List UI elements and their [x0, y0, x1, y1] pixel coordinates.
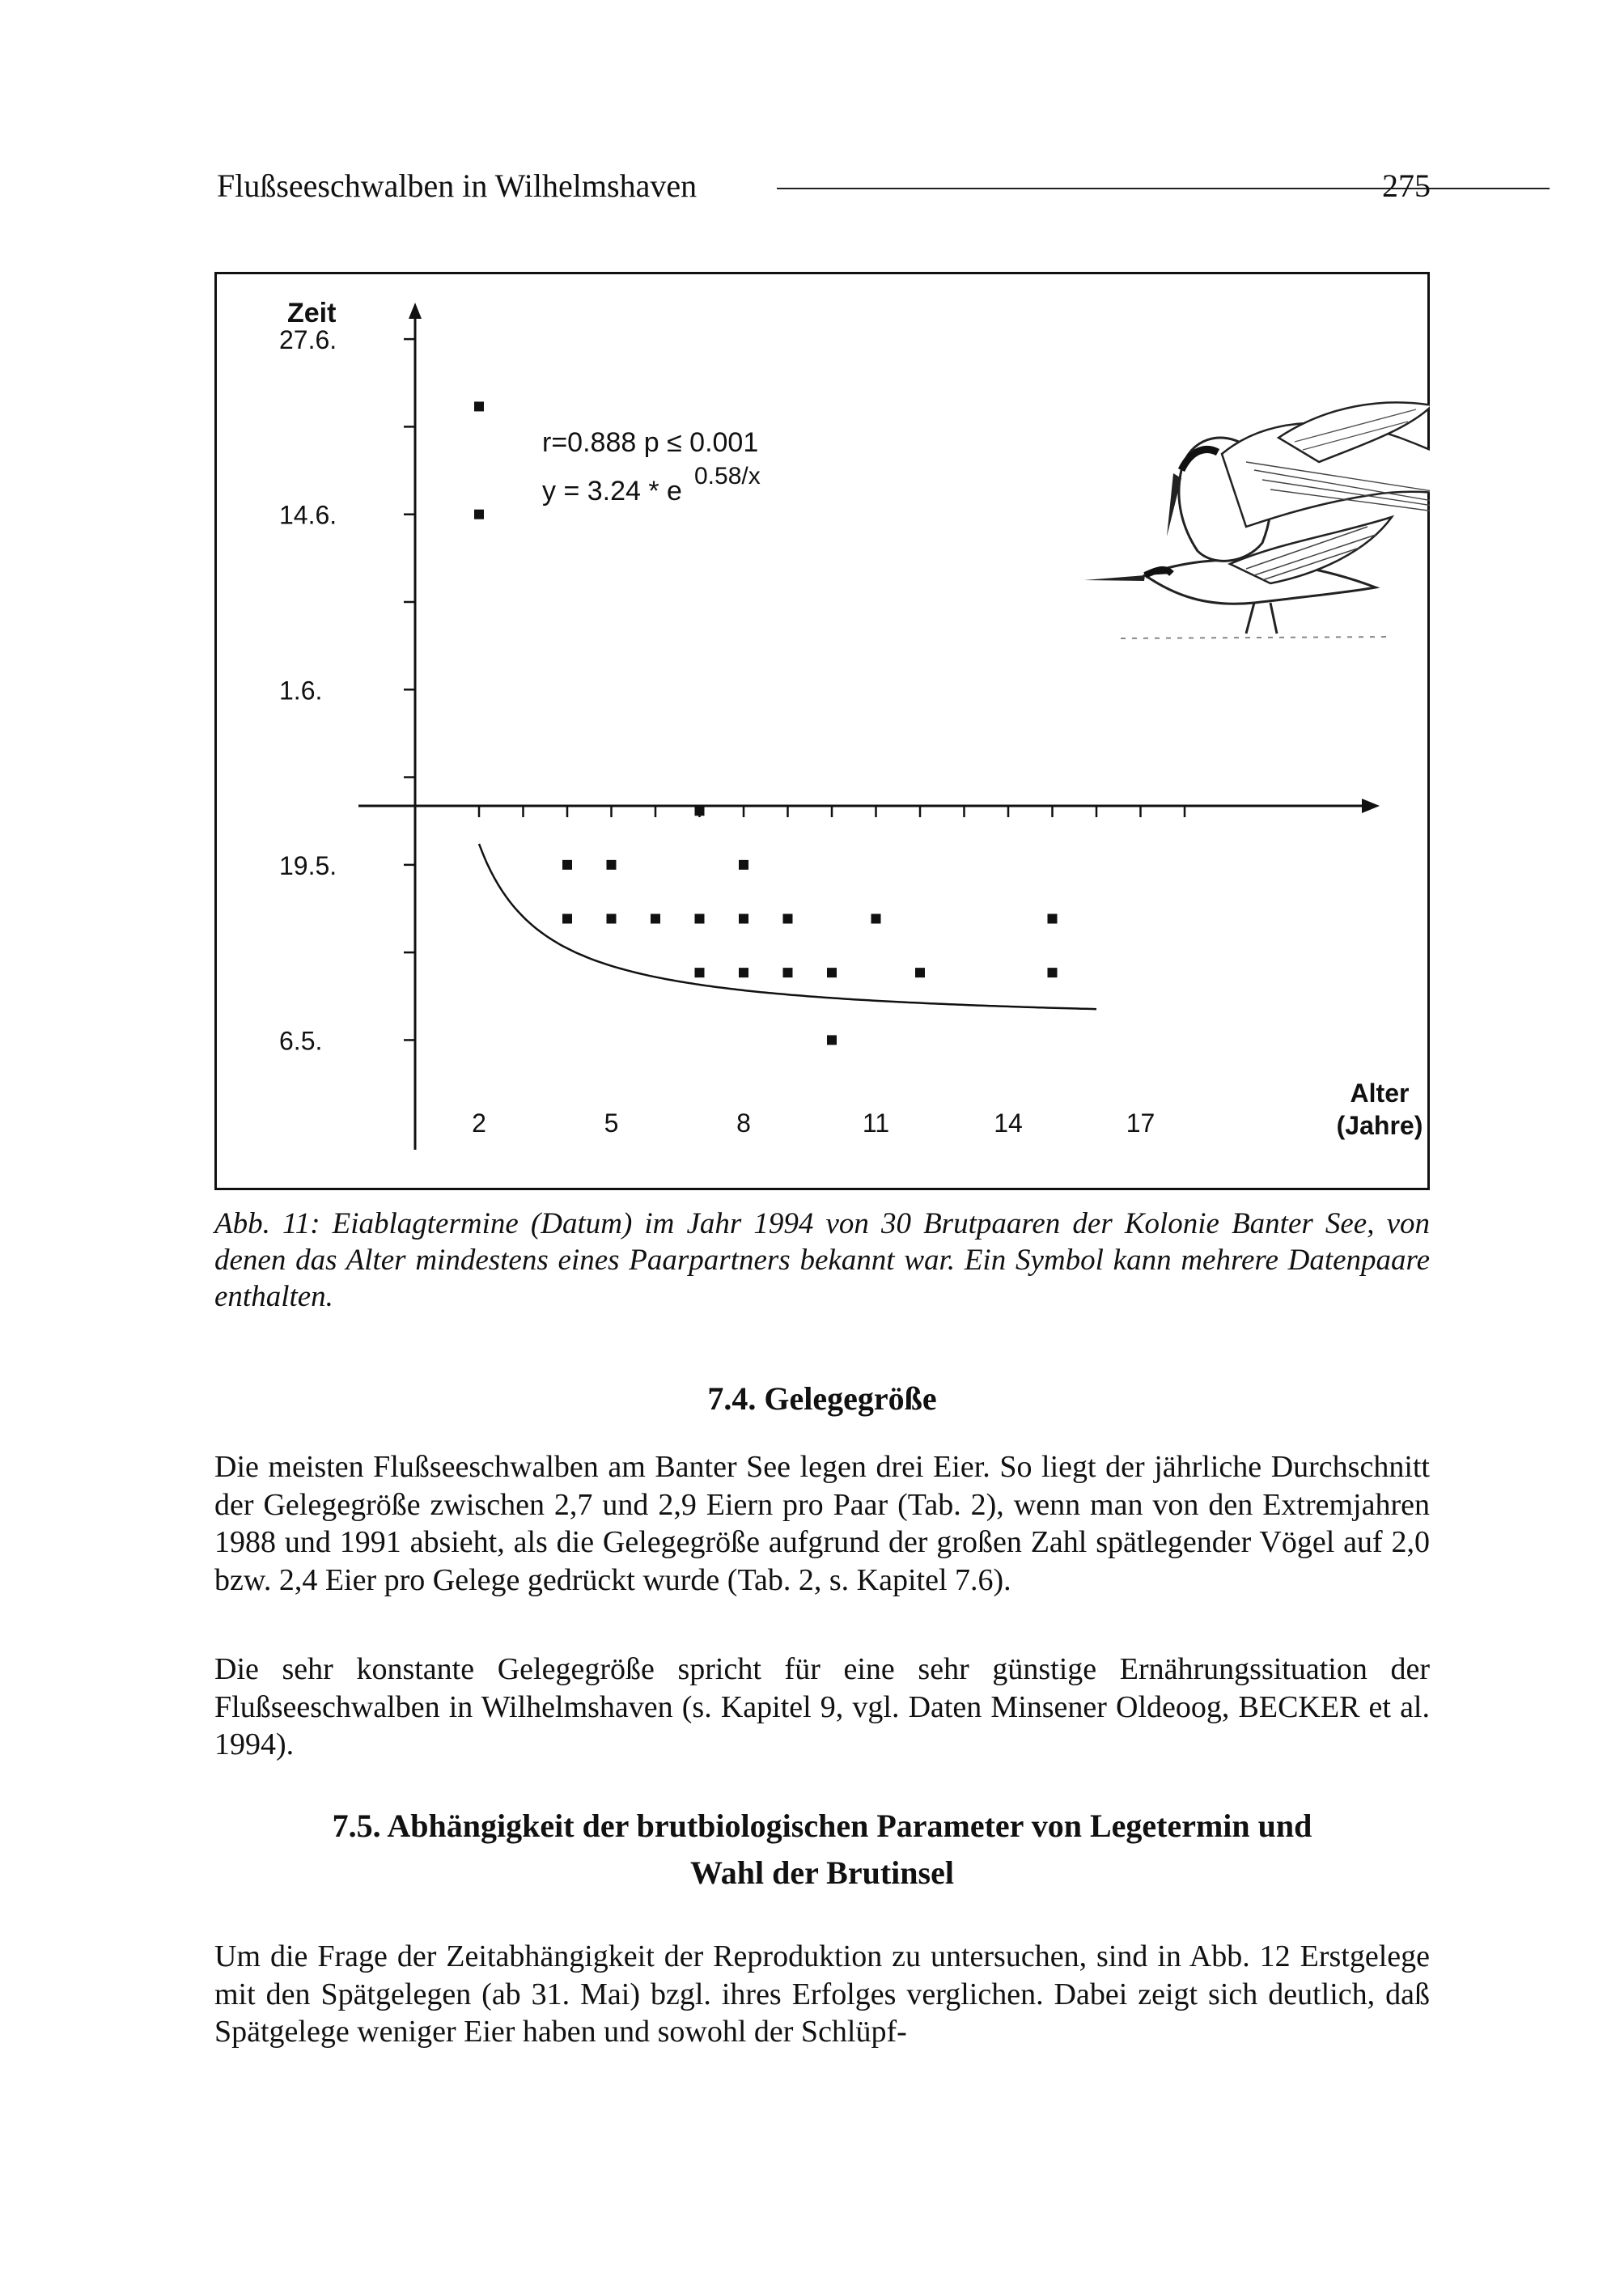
data-point — [474, 510, 484, 519]
section-heading-7-4: 7.4. Gelegegröße — [707, 1380, 937, 1417]
x-axis-arrow — [1362, 799, 1380, 813]
x-tick-label: 5 — [604, 1108, 619, 1138]
y-axis-arrow — [409, 303, 422, 319]
data-point — [562, 860, 572, 870]
data-point — [783, 968, 793, 977]
section-heading-line: 7.5. Abhängigkeit der brutbiologischen Parameter von Legetermin und — [332, 1808, 1312, 1844]
y-axis-title: Zeit — [287, 298, 337, 328]
y-tick-label: 6.5. — [279, 1026, 323, 1056]
figure-caption: Abb. 11: Eiablagtermine (Datum) im Jahr 1994 von 30 Brutpaaren der Kolonie Banter See, von denen das Alter mindestens eines Paarpartners bekannt war. Ein Symbol kann mehrere Datenpaare enthalten. — [214, 1207, 1430, 1313]
x-axis-title-line2: (Jahre) — [1336, 1111, 1423, 1140]
annotation-equation: y = 3.24 * e — [542, 476, 682, 506]
paragraph: Um die Frage der Zeitabhängigkeit der Reproduktion zu untersuchen, sind in Abb. 12 Erstgelege mit den Spätgelegen (ab 31. Mai) bzgl. ihres Erfolges verglichen. Dabei zeigt sich deutlich, daß Spätgelege weniger Eier haben und sowohl der Schlüpf- — [214, 1939, 1430, 2049]
data-point — [695, 968, 705, 977]
data-point — [607, 914, 617, 924]
data-point — [695, 806, 705, 816]
paragraph: Die sehr konstante Gelegegröße spricht für eine sehr günstige Ernährungssituation der Flußseeschwalben in Wilhelmshaven (s. Kapitel 9, vgl. Daten Minsener Oldeoog, BECKER et al. 1994). — [214, 1652, 1430, 1761]
data-point — [827, 1035, 837, 1045]
x-tick-label: 2 — [472, 1108, 486, 1138]
y-tick-label: 27.6. — [279, 325, 337, 355]
x-tick-label: 8 — [736, 1108, 751, 1138]
x-tick-label: 11 — [862, 1108, 890, 1138]
x-axis-title-line1: Alter — [1350, 1079, 1410, 1108]
running-head — [217, 162, 1431, 210]
data-point — [695, 914, 705, 924]
scatter-chart — [214, 272, 1430, 1190]
annotation-r: r=0.888 p ≤ 0.001 — [542, 427, 759, 458]
annotation-exponent: 0.58/x — [694, 463, 761, 490]
data-point — [739, 860, 748, 870]
data-point — [871, 914, 881, 924]
data-point — [1048, 968, 1058, 977]
x-tick-label: 17 — [1126, 1108, 1155, 1138]
header-rule — [777, 188, 1550, 189]
data-point — [607, 860, 617, 870]
data-point — [915, 968, 925, 977]
data-point — [739, 968, 748, 977]
chart-annotation — [542, 427, 761, 506]
data-point — [827, 968, 837, 977]
data-point — [1048, 914, 1058, 924]
data-point — [739, 914, 748, 924]
data-point — [651, 914, 660, 924]
data-point — [562, 914, 572, 924]
y-tick-label: 1.6. — [279, 676, 323, 706]
figure-frame — [216, 273, 1429, 1189]
section-heading-line: Wahl der Brutinsel — [690, 1854, 954, 1891]
chart-axes — [358, 303, 1380, 1150]
paragraph: Die meisten Flußseeschwalben am Banter See legen drei Eier. So liegt der jährliche Durchschnitt der Gelegegröße zwischen 2,7 und 2,9 Eiern pro Paar (Tab. 2), wenn man von den Extremjahren 1988 und 1991 absieht, als die Gelegegröße aufgrund der großen Zahl spätlegender Vögel auf 2,0 bzw. 2,4 Eier pro Gelege gedrückt wurde (Tab. 2, s. Kapitel 7.6). — [214, 1450, 1430, 1597]
figure-11 — [214, 272, 1430, 1190]
running-title: Flußseeschwalben in Wilhelmshaven — [217, 167, 698, 204]
y-tick-label: 14.6. — [279, 500, 337, 530]
section-heading-7-5 — [214, 1803, 1430, 1897]
page-number: 275 — [1382, 167, 1431, 204]
data-point — [474, 401, 484, 411]
data-point — [783, 914, 793, 924]
y-tick-label: 19.5. — [279, 850, 337, 880]
chart-labels — [279, 272, 1423, 1140]
mating-terns-drawing-icon — [1084, 402, 1430, 638]
x-tick-label: 14 — [994, 1108, 1023, 1138]
chart-ticks — [404, 272, 1185, 1040]
